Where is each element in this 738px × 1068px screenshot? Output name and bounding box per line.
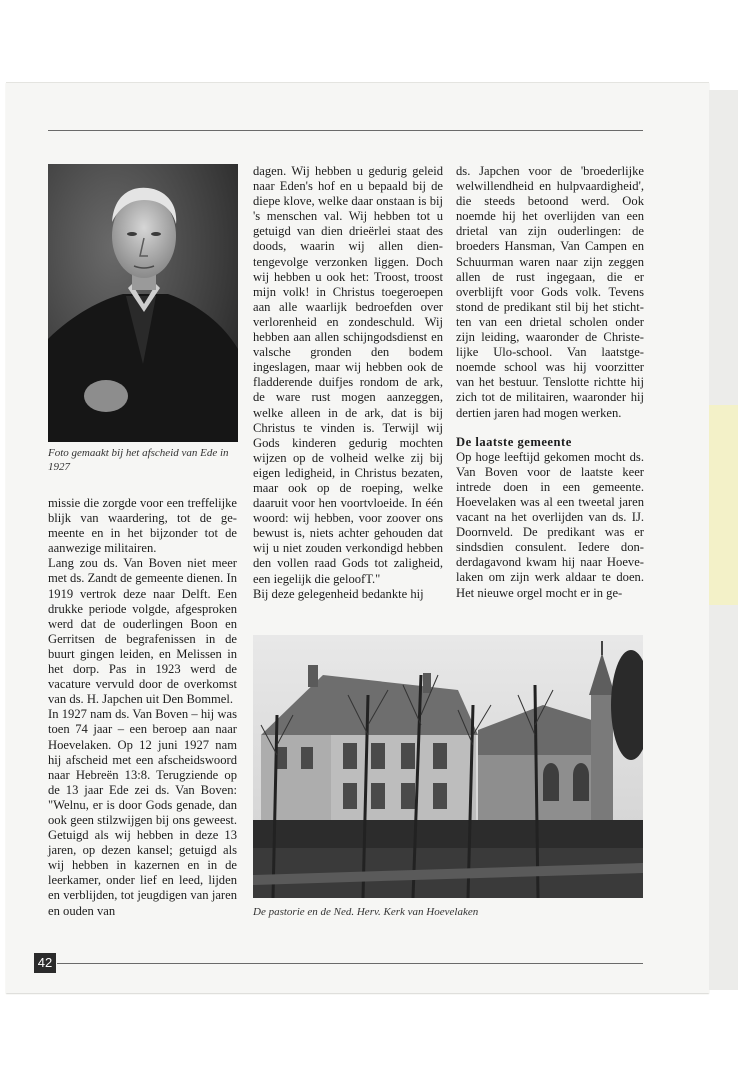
text-column-2 — [253, 164, 443, 602]
paragraph: Bij deze gelegenheid bedankte hij — [253, 586, 424, 601]
text-column-1 — [48, 496, 237, 919]
paragraph: dagen. Wij hebben u gedurig geleid naar Eden's hof en u bepaald bij de diepe klove, welke daar onstaan is bij 's menschen val. Wij hebben tot u getuigd van dien drieërlei staat des doods, waarin wij allen dientengevolge verzonken liggen. Doch wij hebben u ook het: Troost, troost mijn volk! in Christus toegeroepen aan alle waarlijk bedroefden over verlorenheid en zondeschuld. Wij hebben aan allen schijngodsdienst en valsche gronden den bodem ingeslagen, maar wij hebben ook de fladderende duifjes rondom de ark, de ware rust mogen aanzeggen, welke alleen in de ark, dat is bij Christus te vinden is. Terwijl wij Gods kinderen gedurig mochten wijzen op de volheid welke zij bij eigen ledigheid, in Christus bezaten, maar ook op de roeping, welke daaruit voor hen voortvloeide. In één woord: wij hebben, voor zoover ons bewust is, niets achter gehouden dat wij u niet zouden verkondigd hebben den vollen raad Gods tot zaligheid, een iegelijk die geloofT." — [253, 164, 443, 586]
church-caption: De pastorie en de Ned. Herv. Kerk van Hoevelaken — [253, 906, 479, 918]
portrait-photo — [48, 164, 238, 442]
text-column-3 — [456, 164, 644, 601]
top-rule — [48, 130, 643, 131]
page-number: 42 — [34, 953, 56, 973]
yellow-margin-tab — [709, 405, 738, 605]
paragraph: ds. Japchen voor de 'broederlijke welwillendheid en hulpvaardigheid', die steeds betoond werd. Ook noemde hij het overlijden van een drietal van zijn ouderlingen: de broeders Hansman, Van Campen en Schuurman waren naar zijn zeggen allen de rust ingegaan, die er overblijft voor Gods volk. Tevens stond de predikant stil bij het stichtten van een drietal scholen onder zijn leiding, waaronder de Christelijke Ulo-school. Van laatstgenoemde school was hij voorzitter van het bestuur. Tenslotte richtte hij zich tot de militairen, waaronder hij dertien jaren had mogen werken. — [456, 164, 644, 420]
paragraph: Lang zou ds. Van Boven niet meer met ds. Zandt de gemeente dienen. In 1919 vertrok deze naar Delft. Een drukke periode volgde, afgesproken werd dat de ouderlingen Boon en Gerritsen de begrafenissen in de buurt gingen leiden, en Melissen in het dorp. Pas in 1923 werd de vacature vervuld door de overkomst van ds. H. Japchen uit Den Bommel. — [48, 556, 237, 707]
paragraph: missie die zorgde voor een treffelijke blijk van waardering, tot de gemeente en in het bijzonder tot de aanwezige militairen. — [48, 496, 237, 556]
paragraph: In 1927 nam ds. Van Boven – hij was toen 74 jaar – een beroep aan naar Hoevelaken. Op 12 juni 1927 nam hij afscheid met een afscheidswoord naar Hebreën 13:8. Terugziende op de 13 jaar Ede zei ds. Van Boven: "Welnu, er is door Gods genade, dan ook geen stilzwijgen bij ons geweest. Getuigd als wij hebben in deze 13 jaren, op dezen kansel; getuigd als wij hebben in kazernen en in de leerkamer, onder lief en leed, lijden en verblijden, tot jeugdigen van jaren en ouden van — [48, 707, 237, 918]
paragraph: Op hoge leeftijd gekomen mocht ds. Van Boven voor de laatste keer intrede doen in een gemeente. Hoevelaken was al een tweetal jaren vacant na het overlijden van ds. IJ. Doornveld. De predikant was er sindsdien consulent. Iedere donderdagavond kwam hij naar Hoevelaken om zijn werk aldaar te doen. Het nieuwe orgel mocht er in ge- — [456, 449, 644, 600]
bottom-rule — [57, 963, 643, 964]
portrait-caption: Foto gemaakt bij het afscheid van Ede in 1927 — [48, 447, 229, 473]
section-heading: De laatste gemeente — [456, 434, 572, 449]
church-photo — [253, 635, 643, 898]
